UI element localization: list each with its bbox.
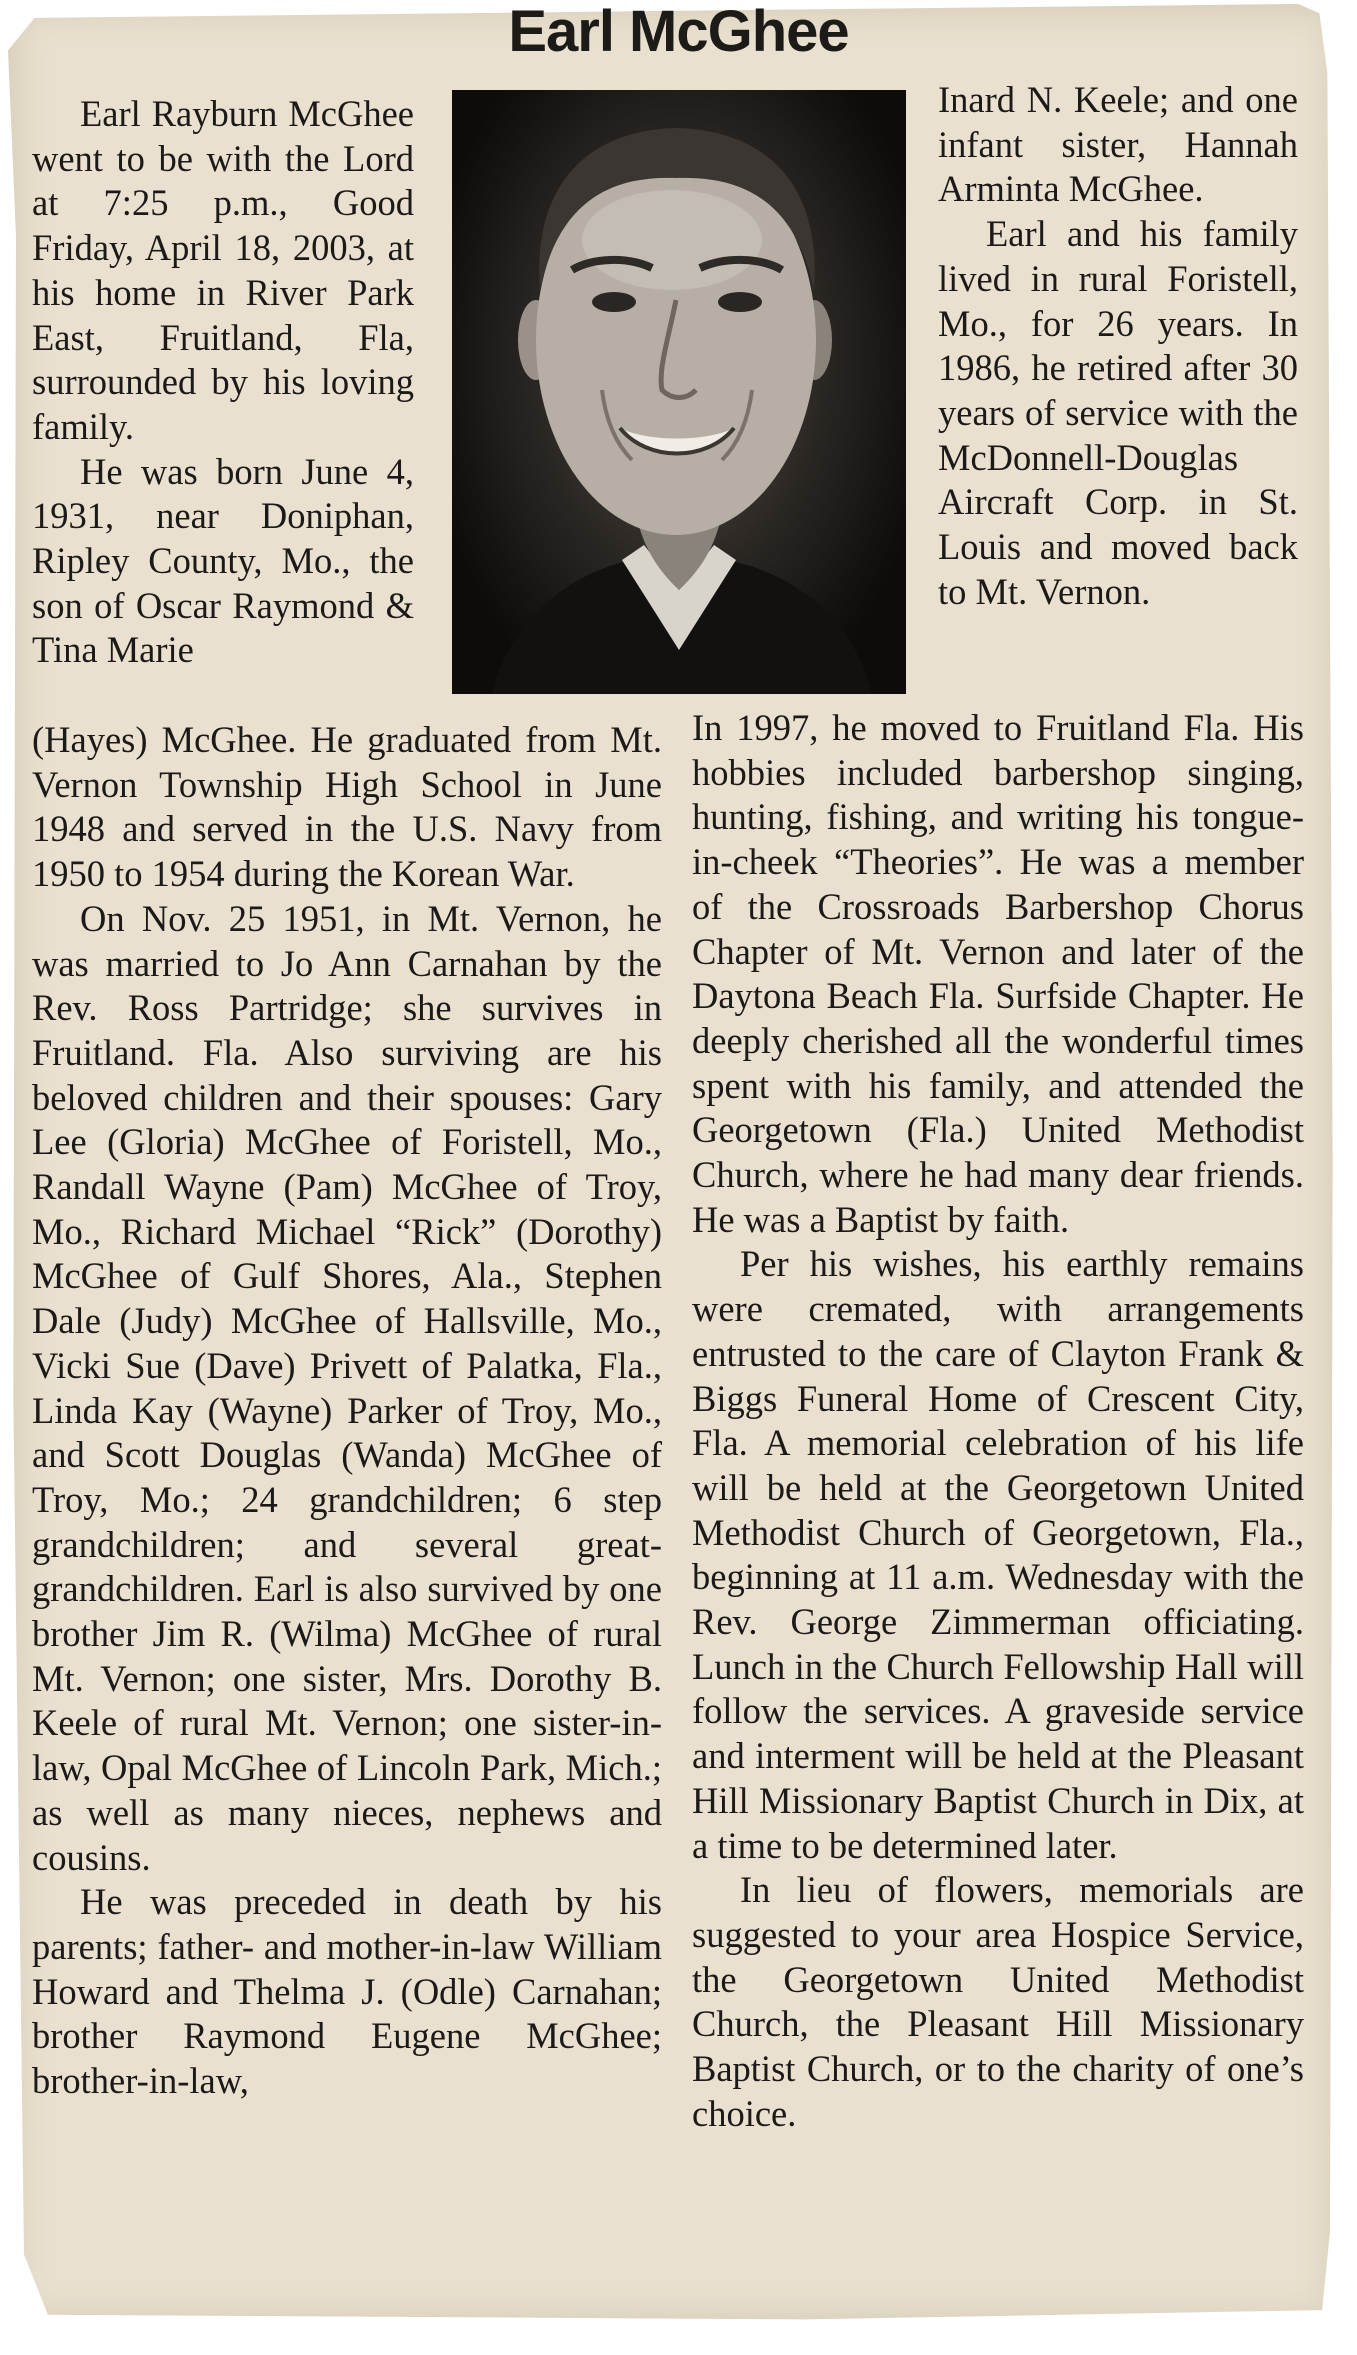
- obituary-paragraph: He was preceded in death by his parents; father- and mother-in-law William Howard and Thelma J. (Odle) Carnahan; brother Raymond Eugene McGhee; brother-in-law,: [32, 1881, 662, 2102]
- obituary-paragraph: Earl and his family lived in rural Foristell, Mo., for 26 years. In 1986, he retired after 30 years of service with the McDonnell-Douglas Aircraft Corp. in St. Louis and moved back to Mt. Vernon.: [938, 213, 1298, 612]
- obituary-paragraph: He was born June 4, 1931, near Doniphan, Ripley County, Mo., the son of Oscar Raymond & Tina Marie: [32, 450, 414, 671]
- portrait-photo: [452, 90, 906, 694]
- obituary-paragraph: Per his wishes, his earthly remains were cremated, with arrangements entrusted to the care of Clayton Frank & Biggs Funeral Home of Crescent City, Fla. A memorial celebration of his life will be held at the Georgetown United Methodist Church of Georgetown, Fla., beginning at 11 a.m. Wednesday with the Rev. George Zimmerman officiating. Lunch in the Church Fellowship Hall will follow the services. A graveside service and interment will be held at the Pleasant Hill Missionary Baptist Church in Dix, at a time to be determined later.: [692, 1243, 1304, 1866]
- obituary-paragraph: Earl Rayburn McGhee went to be with the Lord at 7:25 p.m., Good Friday, April 18, 2003, at his home in River Park East, Fruitland, Fla, surrounded by his loving family.: [32, 93, 414, 447]
- obituary-column-left-bottom: [32, 718, 662, 2104]
- obituary-column-right-top: [938, 78, 1298, 614]
- obituary-headline: Earl McGhee: [508, 0, 849, 64]
- obituary-paragraph: In 1997, he moved to Fruitland Fla. His hobbies included barbershop singing, hunting, fishing, and writing his tongue-in-cheek “Theories”. He was a member of the Crossroads Barbershop Chorus Chapter of Mt. Vernon and later of the Daytona Beach Fla. Surfside Chapter. He deeply cherished all the wonderful times spent with his family, and attended the Georgetown (Fla.) United Methodist Church, where he had many dear friends. He was a Baptist by faith.: [692, 707, 1304, 1240]
- obituary-column-left-top: [32, 92, 414, 673]
- obituary-column-right-bottom: [692, 706, 1304, 2137]
- obituary-paragraph: Inard N. Keele; and one infant sister, Hannah Arminta McGhee.: [938, 79, 1298, 210]
- obituary-paragraph: In lieu of flowers, memorials are suggested to your area Hospice Service, the Georgetown United Methodist Church, the Pleasant Hill Missionary Baptist Church, or to the charity of one’s choice.: [692, 1869, 1304, 2134]
- obituary-paragraph: (Hayes) McGhee. He graduated from Mt. Vernon Township High School in June 1948 and served in the U.S. Navy from 1950 to 1954 during the Korean War.: [32, 719, 662, 895]
- obituary-paragraph: On Nov. 25 1951, in Mt. Vernon, he was married to Jo Ann Carnahan by the Rev. Ross Partridge; she survives in Fruitland. Fla. Also surviving are his beloved children and their spouses: Gary Lee (Gloria) McGhee of Foristell, Mo., Randall Wayne (Pam) McGhee of Troy, Mo., Richard Michael “Rick” (Dorothy) McGhee of Gulf Shores, Ala., Stephen Dale (Judy) McGhee of Hallsville, Mo., Vicki Sue (Dave) Privett of Palatka, Fla., Linda Kay (Wayne) Parker of Troy, Mo., and Scott Douglas (Wanda) McGhee of Troy, Mo.; 24 grandchildren; 6 step grandchildren; and several great-grandchildren. Earl is also survived by one brother Jim R. (Wilma) McGhee of rural Mt. Vernon; one sister, Mrs. Dorothy B. Keele of rural Mt. Vernon; one sister-in-law, Opal McGhee of Lincoln Park, Mich.; as well as many nieces, nephews and cousins.: [32, 897, 662, 1878]
